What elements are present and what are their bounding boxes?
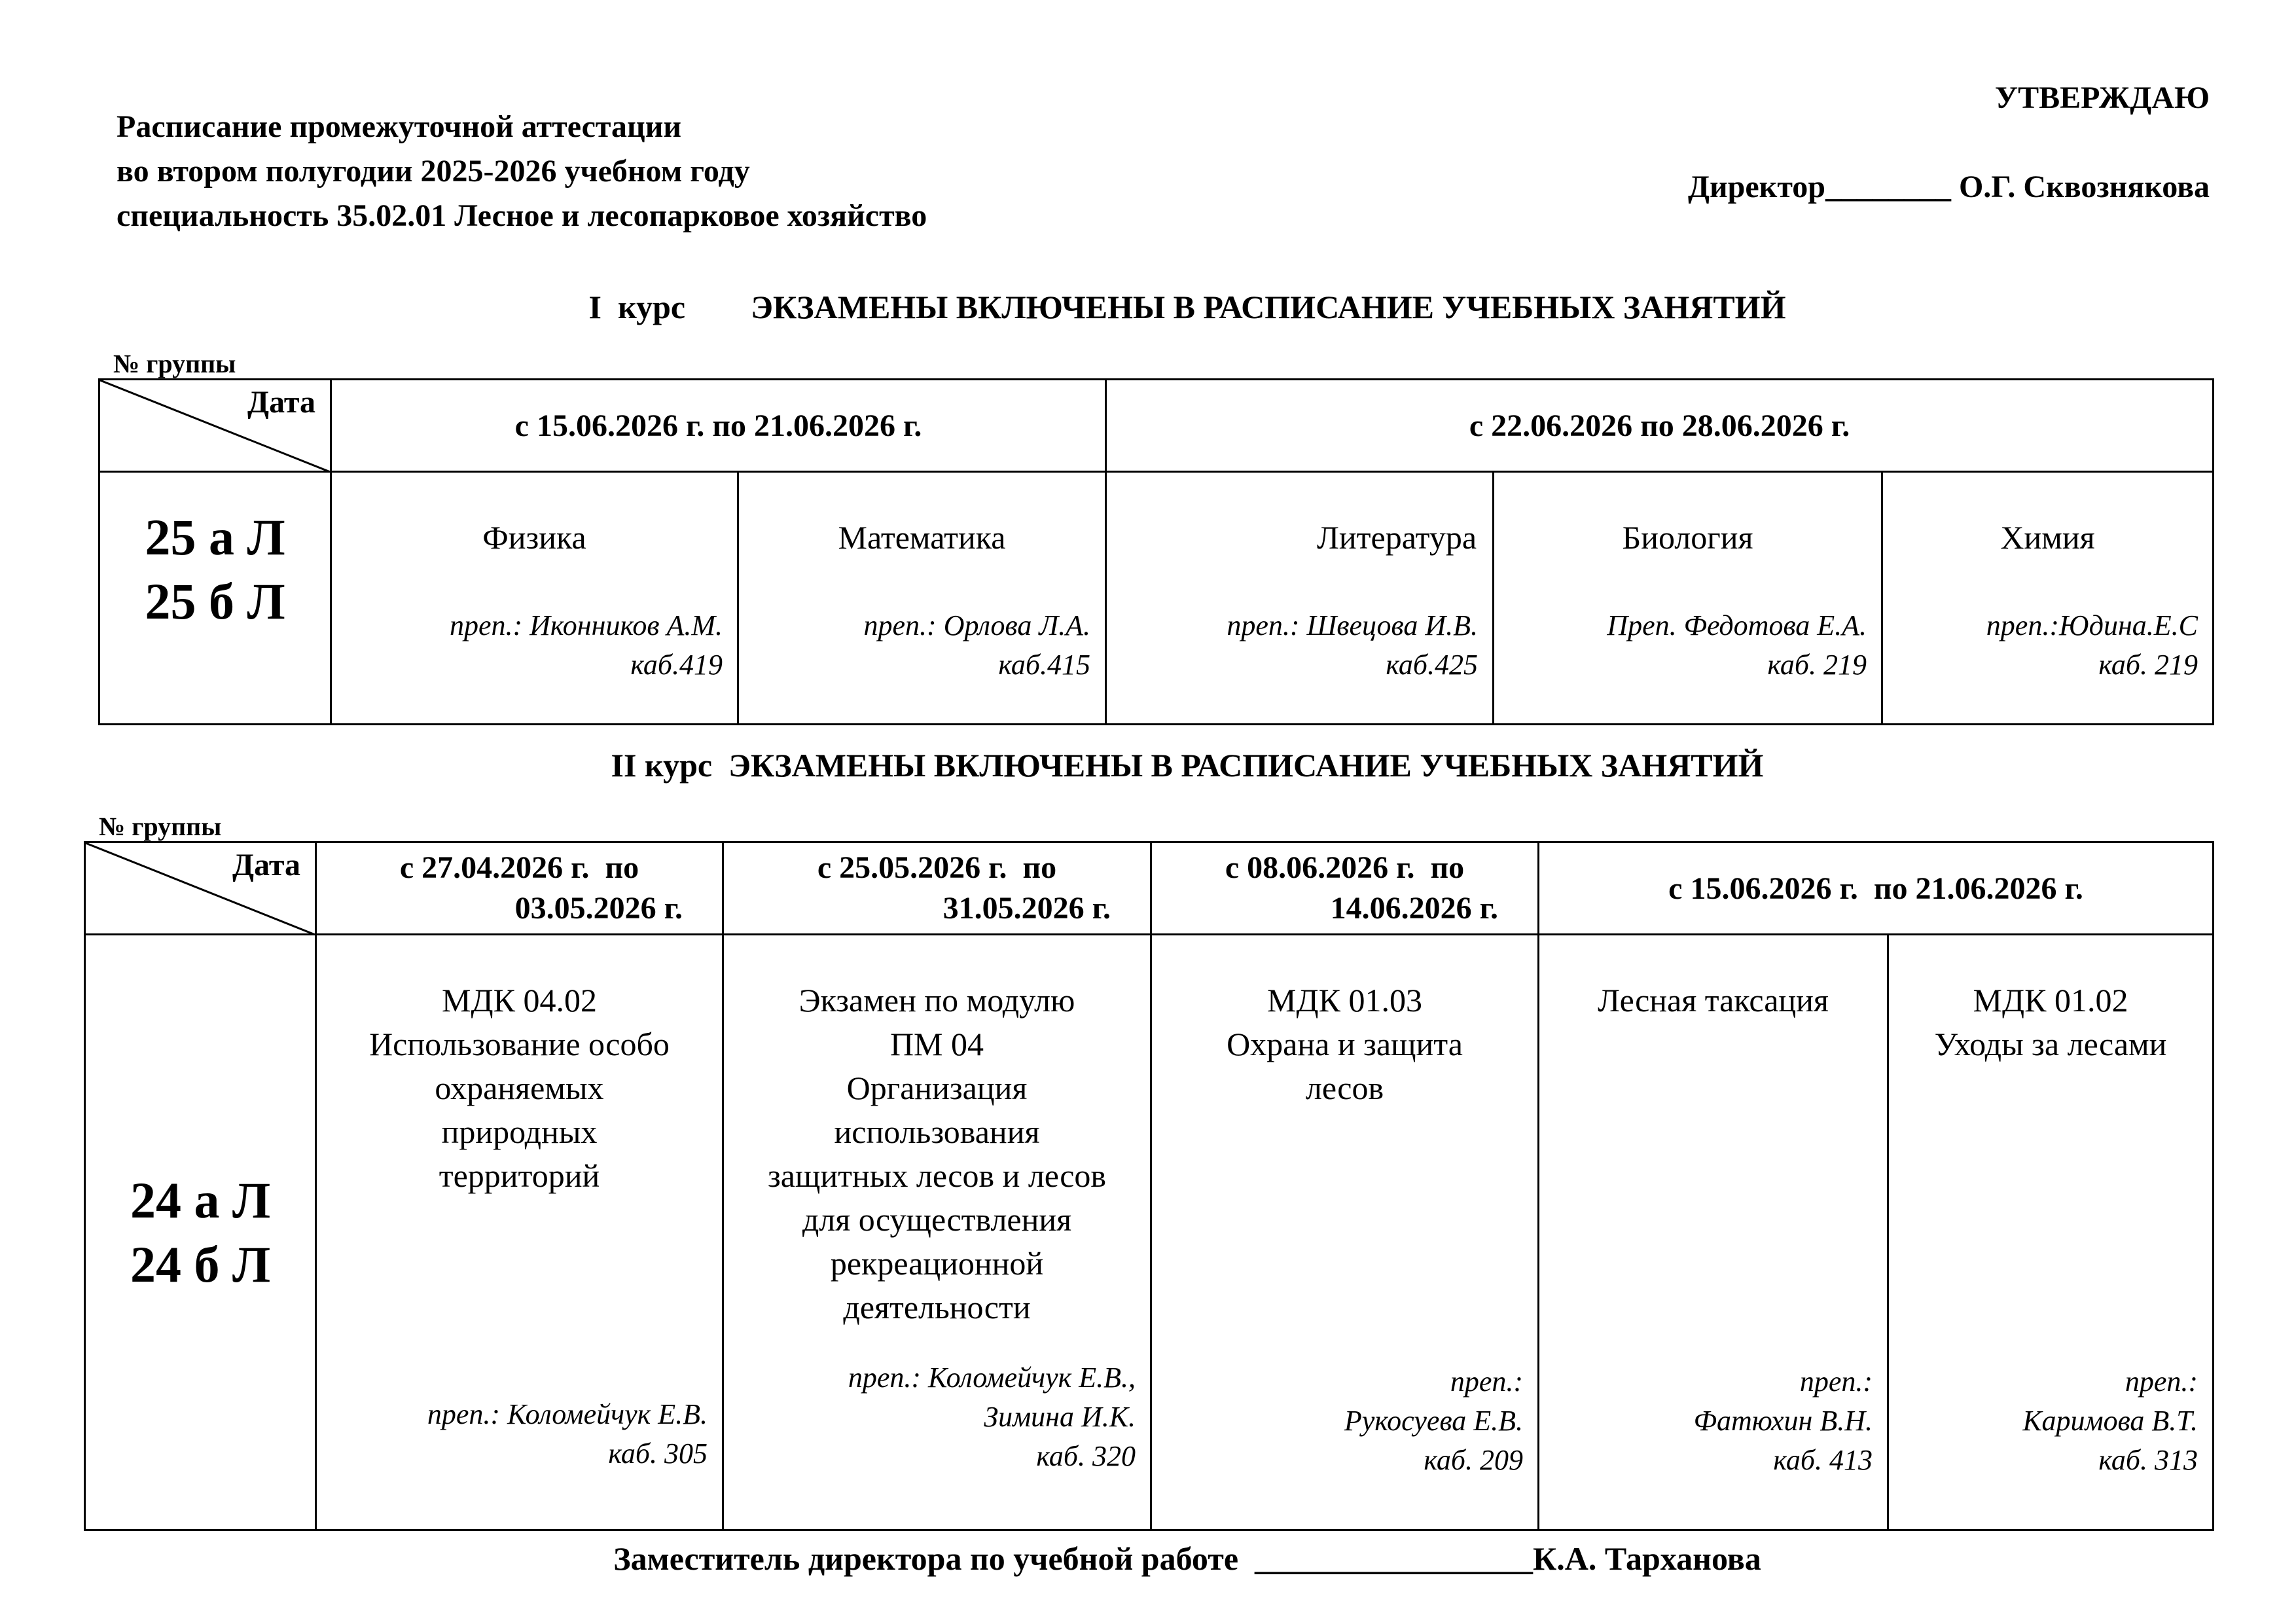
subject-line: Экзамен по модулю <box>798 982 1075 1019</box>
subject-line: Лесная таксация <box>1598 982 1829 1019</box>
exam-cell <box>738 472 1106 725</box>
period-header <box>1151 842 1539 935</box>
period-line: 14.06.2026 г. <box>1330 891 1498 926</box>
exam-teacher <box>1607 606 1867 685</box>
teacher-line: Рукосуева Е.В. <box>1344 1405 1523 1437</box>
title-line-1: Расписание промежуточной аттестации <box>117 109 682 144</box>
exam-subject: Химия <box>2000 519 2095 556</box>
exam-cell <box>723 935 1151 1530</box>
exam-cell <box>1151 935 1539 1530</box>
exam-subject: Физика <box>482 519 586 556</box>
period-line: 03.05.2026 г. <box>514 891 683 926</box>
group-name: 24 б Л <box>130 1235 271 1293</box>
exam-cell <box>316 935 723 1530</box>
exam-cell <box>1106 472 1494 725</box>
room-number: каб.415 <box>998 649 1091 681</box>
subject-line: Использование особо <box>369 1026 670 1062</box>
exam-subject: Литература <box>1317 519 1477 556</box>
corner-date-label: Дата <box>247 385 315 420</box>
room-number: каб.425 <box>1386 649 1479 681</box>
title-line-2: во втором полугодии 2025-2026 учебном году <box>117 154 750 189</box>
exam-subject: Математика <box>838 519 1006 556</box>
course-1-table <box>98 349 2214 725</box>
teacher-name: преп.: Орлова Л.А. <box>863 609 1091 641</box>
group-cell <box>85 935 316 1530</box>
teacher-name: преп.: Швецова И.В. <box>1227 609 1479 641</box>
deputy-director-signature: Заместитель директора по учебной работе _________________К.А. Тарханова <box>613 1540 1761 1577</box>
teacher-name: преп.: Иконников А.М. <box>449 609 723 641</box>
subject-line: охраняемых <box>435 1070 604 1106</box>
group-cell <box>99 472 331 725</box>
subject-line: МДК 04.02 <box>442 982 597 1019</box>
room-number: каб. 219 <box>1767 649 1867 681</box>
group-name: 25 б Л <box>145 573 285 630</box>
document-title <box>117 105 927 238</box>
subject-line: лесов <box>1305 1070 1384 1106</box>
course-2-title: II курс ЭКЗАМЕНЫ ВКЛЮЧЕНЫ В РАСПИСАНИЕ УЧЕБНЫХ ЗАНЯТИЙ <box>611 747 1764 784</box>
exam-subject <box>1165 979 1524 1110</box>
period-header: с 15.06.2026 г. по 21.06.2026 г. <box>1539 842 2214 935</box>
period-line: с 08.06.2026 г. по <box>1225 850 1465 885</box>
teacher-line: каб. 305 <box>608 1437 708 1470</box>
period-line: 31.05.2026 г. <box>942 891 1111 926</box>
period-header <box>723 842 1151 935</box>
room-number: каб. 219 <box>2098 649 2198 681</box>
teacher-line: преп.: Коломейчук Е.В. <box>427 1398 708 1430</box>
corner-cell <box>99 349 331 472</box>
exam-cell <box>1494 472 1882 725</box>
exam-teacher <box>1694 1362 1873 1480</box>
teacher-line: преп.: <box>1799 1365 1873 1398</box>
subject-line: для осуществления <box>802 1201 1072 1238</box>
course-1-title: I курс ЭКЗАМЕНЫ ВКЛЮЧЕНЫ В РАСПИСАНИЕ УЧЕБНЫХ ЗАНЯТИЙ <box>588 289 1786 325</box>
exam-teacher <box>864 606 1090 685</box>
exam-cell <box>1882 472 2214 725</box>
subject-line: Организация <box>846 1070 1028 1106</box>
course-2-table <box>84 812 2214 1531</box>
subject-line: ПМ 04 <box>889 1026 984 1062</box>
room-number: каб.419 <box>630 649 723 681</box>
teacher-line: каб. 413 <box>1773 1444 1873 1476</box>
teacher-line: преп.: <box>1450 1365 1523 1398</box>
period-header: с 15.06.2026 г. по 21.06.2026 г. <box>331 380 1106 472</box>
teacher-line: каб. 313 <box>2098 1444 2198 1476</box>
teacher-name: преп.:Юдина.Е.С <box>1986 609 2198 641</box>
subject-line: рекреационной <box>830 1245 1044 1282</box>
teacher-line: каб. 209 <box>1424 1444 1523 1476</box>
teacher-line: Зимина И.К. <box>984 1401 1136 1433</box>
exam-subject <box>1902 979 2199 1066</box>
subject-line: территорий <box>439 1157 600 1194</box>
exam-teacher <box>2022 1362 2198 1480</box>
group-name: 25 а Л <box>145 509 285 566</box>
exam-subject <box>330 979 709 1198</box>
period-line: с 27.04.2026 г. по <box>399 850 639 885</box>
exam-teacher <box>1227 606 1478 685</box>
approve-label: УТВЕРЖДАЮ <box>1994 81 2210 115</box>
exam-teacher <box>848 1358 1136 1476</box>
teacher-line: каб. 320 <box>1036 1440 1136 1472</box>
exam-teacher <box>1986 606 2198 685</box>
teacher-line: преп.: Коломейчук Е.В., <box>848 1362 1136 1394</box>
teacher-line: преп.: <box>2125 1365 2198 1398</box>
subject-line: природных <box>441 1113 598 1150</box>
exam-cell <box>1888 935 2214 1530</box>
corner-group-label: № группы <box>113 349 236 378</box>
exam-teacher <box>450 606 723 685</box>
subject-line: деятельности <box>843 1289 1031 1326</box>
exam-subject <box>1552 979 1874 1022</box>
exam-subject <box>737 979 1137 1329</box>
exam-subject: Биология <box>1622 519 1753 556</box>
period-line: с 25.05.2026 г. по <box>817 850 1057 885</box>
corner-cell <box>85 812 316 935</box>
subject-line: защитных лесов и лесов <box>767 1157 1107 1194</box>
teacher-line: Каримова В.Т. <box>2022 1405 2198 1437</box>
subject-line: использования <box>834 1113 1040 1150</box>
teacher-name: Преп. Федотова Е.А. <box>1607 609 1867 641</box>
subject-line: МДК 01.02 <box>1973 982 2128 1019</box>
subject-line: Уходы за лесами <box>1934 1026 2167 1062</box>
exam-teacher <box>1344 1362 1523 1480</box>
group-name: 24 а Л <box>130 1171 271 1229</box>
subject-line: Охрана и защита <box>1227 1026 1463 1062</box>
teacher-line: Фатюхин В.Н. <box>1693 1405 1873 1437</box>
exam-cell <box>331 472 738 725</box>
period-header: с 22.06.2026 по 28.06.2026 г. <box>1106 380 2214 472</box>
period-header <box>316 842 723 935</box>
title-line-3: специальность 35.02.01 Лесное и лесопарковое хозяйство <box>117 198 927 233</box>
exam-cell <box>1539 935 1888 1530</box>
director-signature: Директор________ О.Г. Сквознякова <box>1687 170 2210 204</box>
corner-date-label: Дата <box>232 848 300 882</box>
corner-group-label: № группы <box>99 812 222 841</box>
subject-line: МДК 01.03 <box>1267 982 1422 1019</box>
exam-teacher <box>427 1395 708 1473</box>
